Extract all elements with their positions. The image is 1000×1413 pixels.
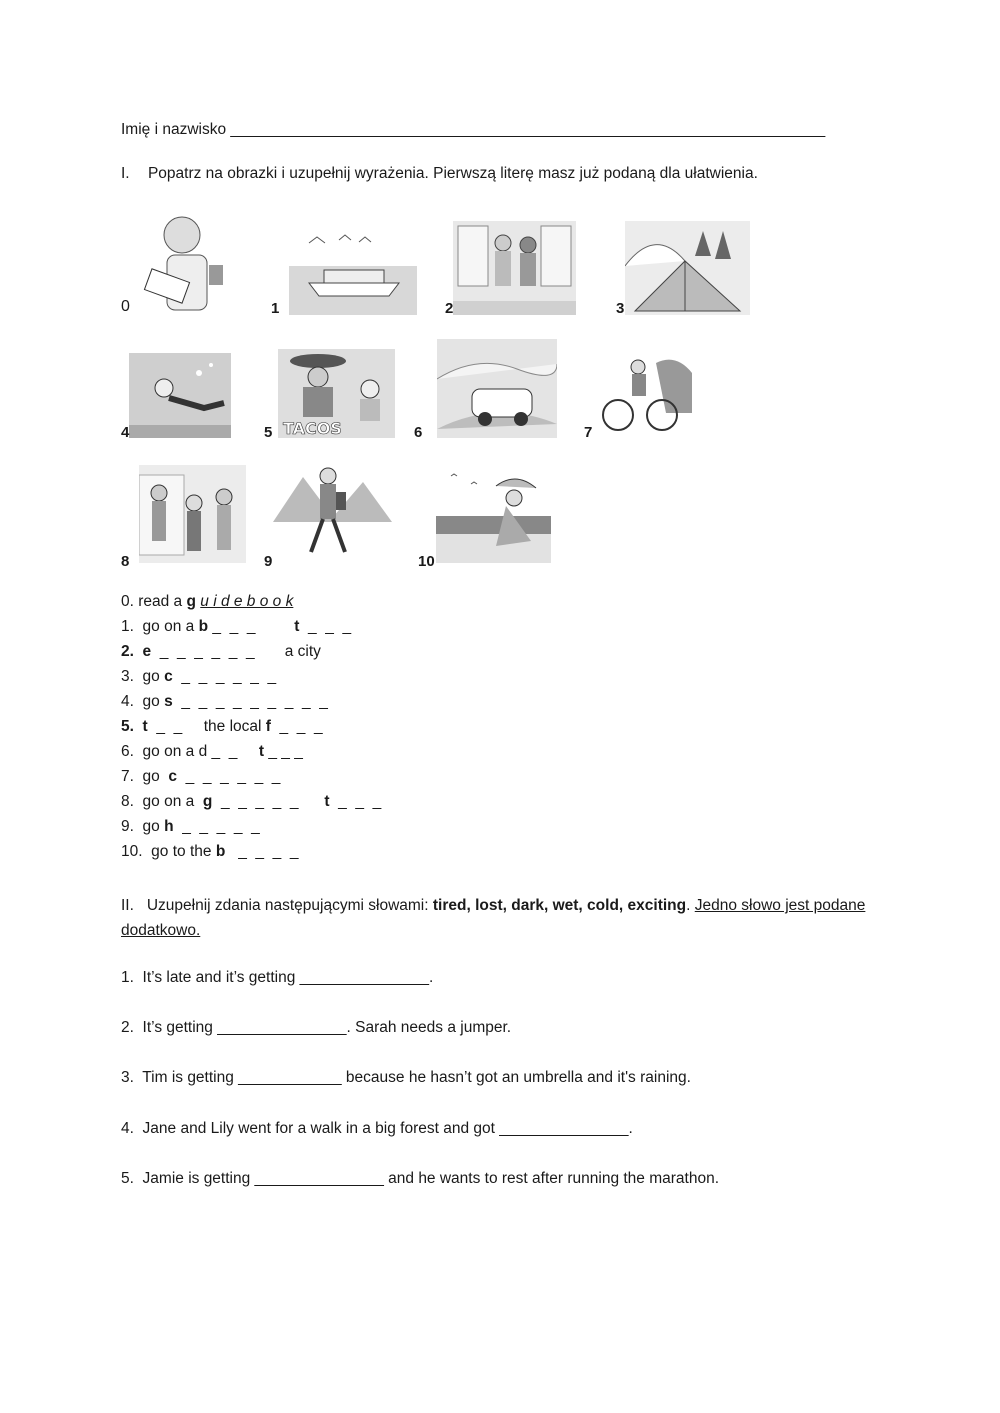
item-number: 3. — [121, 668, 143, 685]
example-item — [121, 593, 293, 611]
item-3[interactable] — [121, 668, 276, 686]
item-blanks-2[interactable]: _ _ _ — [270, 718, 323, 735]
item-number: 1. — [121, 618, 143, 635]
picture-number-5: 5 — [264, 424, 273, 441]
example-prefix: 0. read a — [121, 593, 187, 610]
picture-boat-trip — [289, 228, 417, 315]
item-blanks[interactable]: _ _ _ _ _ — [173, 818, 260, 835]
sentence-2[interactable]: 2. It’s getting _______________. Sarah needs a jumper. — [121, 1019, 512, 1036]
item-blanks[interactable]: _ _ _ _ _ _ a city — [151, 643, 321, 660]
section1-instruction — [121, 165, 758, 183]
item-text: go on a — [142, 618, 199, 635]
section1-text: Popatrz na obrazki i uzupełnij wyrażenia. Pierwszą literę masz już podaną dla ułatwienia. — [147, 165, 758, 182]
name-blank[interactable]: _____________________________________________________________________ — [230, 121, 826, 138]
item-text: go — [142, 693, 165, 710]
picture-beach — [436, 466, 551, 563]
item-first-letter: t — [258, 743, 265, 760]
sentence-1[interactable]: 1. It’s late and it’s getting _______________. — [121, 969, 434, 986]
item-number: 10. — [121, 843, 152, 860]
item-blanks[interactable]: _ _ _ _ _ — [212, 793, 325, 810]
item-second-letter: t — [294, 618, 300, 635]
sentence-4[interactable]: 4. Jane and Lily went for a walk in a big forest and got _______________. — [121, 1120, 633, 1137]
item-first-letter: g — [202, 793, 213, 810]
item-first-letter: c — [168, 768, 178, 785]
item-first-letter: b — [198, 618, 209, 635]
item-text: go on a d _ _ — [142, 743, 259, 760]
item-1[interactable] — [121, 618, 351, 636]
item-blanks[interactable]: _ _ _ _ — [225, 843, 299, 860]
picture-number-3: 3 — [616, 300, 625, 317]
item-number: 2. — [121, 643, 143, 660]
sentence-3[interactable]: 3. Tim is getting ____________ because he hasn’t got an umbrella and it's raining. — [121, 1069, 691, 1086]
item-10[interactable] — [121, 843, 299, 861]
picture-hiking — [273, 462, 392, 563]
item-text: go — [142, 818, 165, 835]
picture-number-7: 7 — [584, 424, 593, 441]
picture-tacos — [278, 349, 395, 438]
item-number: 9. — [121, 818, 143, 835]
item-second-letter: f — [265, 718, 271, 735]
section1-roman: I. — [121, 165, 130, 182]
item-number: 5. — [121, 718, 143, 735]
section2-instruction — [121, 893, 881, 943]
item-first-letter: e — [142, 643, 152, 660]
picture-number-1: 1 — [271, 300, 280, 317]
item-2[interactable] — [121, 643, 321, 661]
item-first-letter: s — [164, 693, 173, 710]
item-text: go on a — [142, 793, 203, 810]
item-6[interactable] — [121, 743, 303, 761]
item-number: 4. — [121, 693, 143, 710]
svg-text:TACOS: TACOS — [283, 419, 342, 438]
item-number: 8. — [121, 793, 143, 810]
picture-car-drive — [437, 339, 557, 438]
item-first-letter: b — [215, 843, 226, 860]
picture-tent — [625, 221, 750, 315]
item-blanks[interactable]: _ _ _ _ _ _ — [172, 668, 277, 685]
item-first-letter: h — [164, 818, 174, 835]
item-text: go — [142, 768, 169, 785]
picture-number-8: 8 — [121, 553, 130, 570]
example-answer: u i d e b o o k — [200, 593, 294, 610]
item-5[interactable] — [121, 718, 323, 736]
item-blanks[interactable]: _ _ _ _ _ _ _ _ _ — [172, 693, 328, 710]
section2-word-list: tired, lost, dark, wet, cold, exciting — [432, 897, 687, 914]
section2-dot: . — [686, 897, 695, 914]
item-text: go — [142, 668, 165, 685]
item-number: 7. — [121, 768, 143, 785]
item-7[interactable] — [121, 768, 280, 786]
item-8[interactable] — [121, 793, 381, 811]
item-4[interactable] — [121, 693, 328, 711]
item-first-letter: c — [164, 668, 173, 685]
picture-number-2: 2 — [445, 300, 454, 317]
picture-number-4: 4 — [121, 424, 130, 441]
picture-city-walk — [453, 221, 576, 315]
example-first-letter: g — [186, 593, 196, 610]
item-first-letter: t — [142, 718, 148, 735]
picture-snorkelling — [129, 353, 231, 438]
picture-number-0: 0 — [121, 298, 130, 315]
item-blanks[interactable]: _ _ _ — [208, 618, 295, 635]
section2-roman: II. — [121, 897, 134, 914]
name-field-line — [121, 121, 825, 139]
picture-number-10: 10 — [418, 553, 435, 570]
picture-guidebook — [137, 210, 237, 315]
picture-number-6: 6 — [414, 424, 423, 441]
section2-note: Jedno słowo jest podane dodatkowo. — [121, 897, 866, 939]
picture-cycling — [596, 353, 692, 438]
picture-sightseeing — [139, 465, 246, 563]
item-blanks[interactable]: _ _ _ — [264, 743, 303, 760]
section2-text: Uzupełnij zdania następującymi słowami: — [146, 897, 433, 914]
item-number: 6. — [121, 743, 143, 760]
item-blanks-2[interactable]: _ _ _ — [299, 618, 352, 635]
item-blanks-2[interactable]: _ _ _ — [329, 793, 382, 810]
item-text: go to the — [151, 843, 216, 860]
item-9[interactable] — [121, 818, 260, 836]
name-label: Imię i nazwisko — [121, 121, 227, 138]
picture-number-9: 9 — [264, 553, 273, 570]
sentence-5[interactable]: 5. Jamie is getting _______________ and he wants to rest after running the marathon. — [121, 1170, 720, 1187]
item-blanks[interactable]: _ _ the local — [147, 718, 266, 735]
item-second-letter: t — [324, 793, 330, 810]
item-blanks[interactable]: _ _ _ _ _ _ — [177, 768, 281, 785]
